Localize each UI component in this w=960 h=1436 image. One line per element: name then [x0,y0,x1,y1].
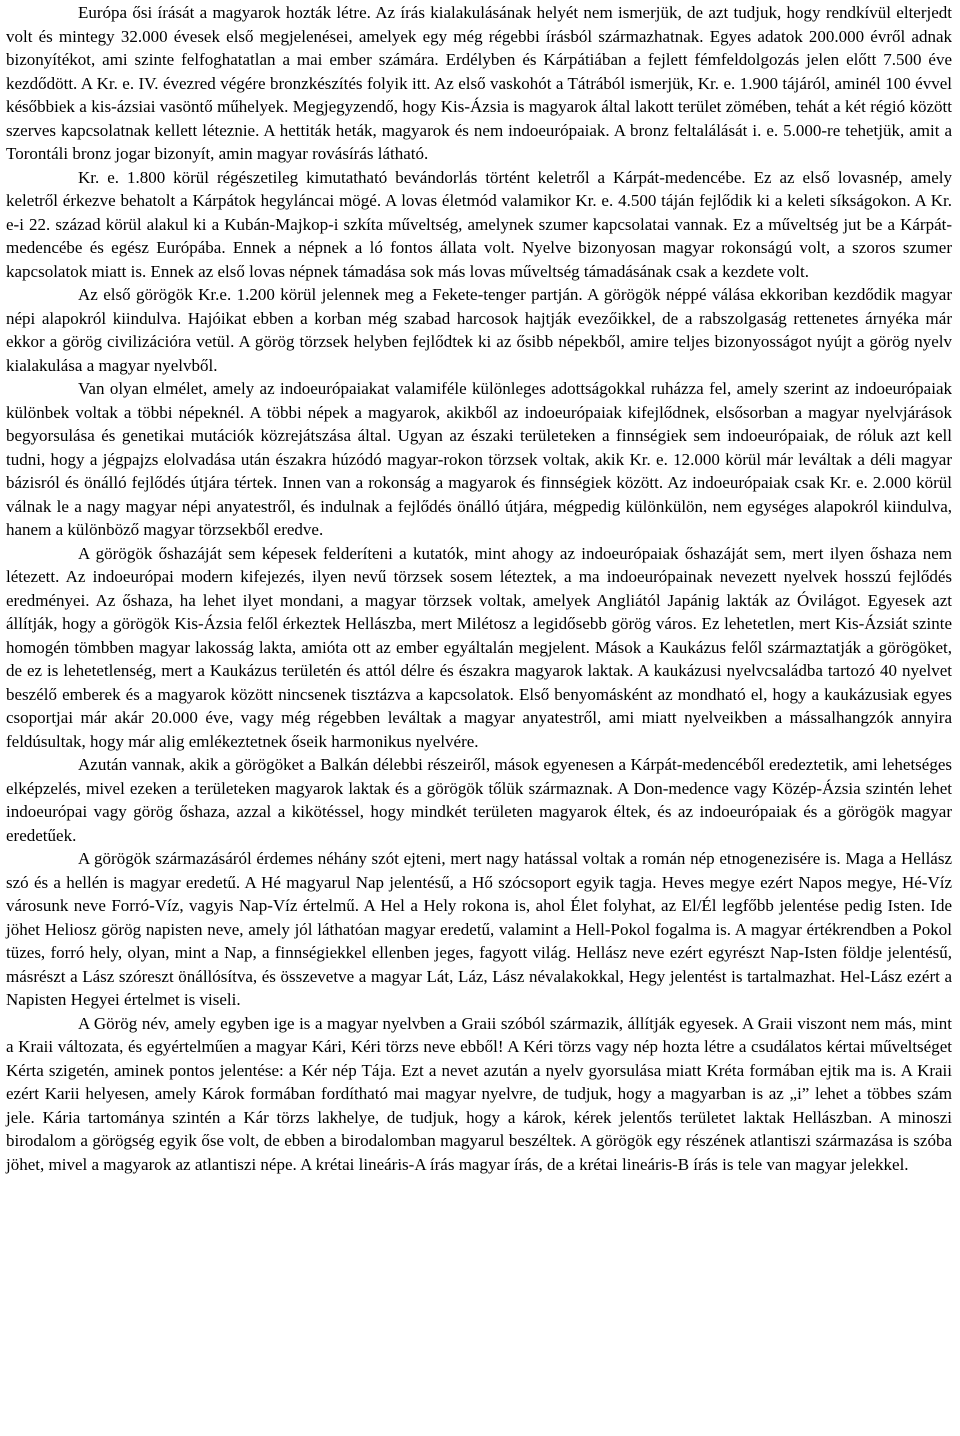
paragraph: A Görög név, amely egyben ige is a magyar nyelvben a Graii szóból származik, állítják egyesek. A Graii viszont nem más, mint a Kraii változata, és egyértelműen a magyar Kári, Kéri törzs neve ebből! A Kéri törzs vagy nép hozta létre a csudálatos kértai műveltséget Kérta szigetén, aminek pontos jelentése: a Kér nép Tája. Ezt a nevet azután a nyelv gyorsulása miatt Kréta formában ejtik ma is. A Kraii ezért Karii helyesen, amely Károk formában fordítható mai magyar nyelvre, de tudjuk, hogy a magyarban is az „i” lehet a többes szám jele. Kária tartománya szintén a Kár törzs lakhelye, de tudjuk, hogy a károk, kérek jelentős területet laktak Hellászban. A minoszi birodalom a görögség egyik őse volt, de ebben a birodalomban magyarul beszéltek. A görögök egy részének atlantiszi származása is szóba jöhet, mivel a magyarok az atlantiszi népe. A krétai lineáris-A írás magyar írás, de a krétai lineáris-B írás is tele van magyar jelekkel. [6,1013,952,1174]
paragraph: Európa ősi írását a magyarok hozták létre. Az írás kialakulásának helyét nem ismerjük, de azt tudjuk, hogy rendkívül elterjedt volt és mintegy 32.000 évesek első megjelenései, amelyek egy még régebbi írásból származhatnak. Egyes adatok 200.000 évről adnak bizonyítékot, ami szinte felfoghatatlan a mai ember számára. Erdélyben és Kárpátiában a fejlett fémfeldolgozás jelen előtt 7.500 éve kezdődött. A Kr. e. IV. évezred végére bronzkészítés folyik itt. Az első vaskohót a Tátrából ismerjük, Kr. e. 1.900 tájáról, aminél 100 évvel későbbiek a kis-ázsiai vasöntő műhelyek. Megjegyzendő, hogy Kis-Ázsia is magyarok által lakott terület zömében, tehát a két régió között szerves kapcsolatnak kellett léteznie. A hettiták heták, magyarok és nem indoeurópaiak. A bronz feltalálását i. e. 5.000-re tehetjük, amit a Torontáli bronz jogar bizonyít, amin magyar rovásírás látható. [6,3,952,163]
paragraph: Az első görögök Kr.e. 1.200 körül jelennek meg a Fekete-tenger partján. A görögök néppé válása ekkoriban kezdődik magyar népi alapokról kiindulva. Hajóikat ebben a korban még szabad harcosok hajtják evezőikkel, de a rabszolgaság rettenetes árnyéka már ekkor a görög civilizációra vetül. A görög törzsek helyben fejlődtek ki az ősibb népekből, amire teljes bizonyosságot nyújt a görög nyelv kialakulása a magyar nyelvből. [6,285,952,375]
paragraph: A görögök őshazáját sem képesek felderíteni a kutatók, mint ahogy az indoeurópaiak őshazáját sem, mert ilyen őshaza nem létezett. Az indoeurópai modern kifejezés, ilyen nevű törzsek sosem léteztek, a ma indoeurópainak nevezett nyelvek hosszú fejlődés eredményei. Az őshaza, ha lehet ilyet mondani, a magyar törzsek voltak, amelyek Angliától Japánig lakták az Óvilágot. Egyesek azt állítják, hogy a görögök Kis-Ázsia felől érkeztek Hellászba, mert Milétosz a legidősebb görög város. Ez lehetetlen, mert Kis-Ázsiát szinte homogén tömbben magyar lakosság lakta, amióta ott az ember egyáltalán megjelent. Mások a Kaukázus felől származtatják a görögöket, de ez is lehetetlenség, mert a Kaukázus területén és attól délre és északra magyarok laktak. A kaukázusi nyelvcsaládba tartozó 40 nyelvet beszélő emberek és a magyarok között nincsenek tisztázva a kapcsolatok. Első benyomásként az mondható el, hogy a kaukázusiak egyes csoportjai már akár 20.000 éve, vagy még régebben leváltak a magyar anyatestről, ami miatt nyelveikben a mássalhangzók annyira feldúsultak, hogy már alig emlékeztetnek őseik harmonikus nyelvére. [6,543,952,751]
paragraph: Kr. e. 1.800 körül régészetileg kimutatható bevándorlás történt keletről a Kárpát-medencébe. Ez az első lovasnép, amely keletről érkezve behatolt a Kárpátok hegyláncai mögé. A lovas életmód valamikor Kr. e. 4.500 táján fejlődik ki a keleti síkságokon. A Kr. e-i 22. század körül alakul ki a Kubán-Majkop-i szkíta műveltség, amelynek szumer kapcsolatai vannak. Ez a műveltség jut be a Kárpát-medencébe és egész Európába. Ennek a népnek a ló fontos állata volt. Nyelve bizonyosan magyar rokonságú volt, a szoros szumer kapcsolatok miatt is. Ennek az első lovas népnek támadása sok más lovas műveltség támadásának csak a kezdete volt. [6,167,952,281]
paragraph: Van olyan elmélet, amely az indoeurópaiakat valamiféle különleges adottságokkal ruházza fel, amely szerint az indoeurópaiak különbek voltak a többi népeknél. A többi népek a magyarok, akikből az indoeurópaiak kifejlődnek, elsősorban a magyar nyelvjárások begyorsulása és genetikai mutációk közrejátszása által. Ugyan az északi területeken a finnségiek sem indoeurópaiak, de róluk azt kell tudni, hogy a jégpajzs elolvadása után északra húzódó magyar-rokon törzsek voltak, akik Kr. e. 12.000 körül már leváltak a déli magyar bázisról és önálló fejlődés útjára tértek. Innen van a rokonság a magyarok és finnségiek között. Az indoeurópaiak csak Kr. e. 2.000 körül válnak le a nagy magyar népi anyatestről, és indulnak a fejlődés önálló útjára, mégpedig különkülön, nem egységes alapokról kiindulva, hanem a különböző magyar törzsekből eredve. [6,379,952,539]
paragraph: A görögök származásáról érdemes néhány szót ejteni, mert nagy hatással voltak a román nép etnogenezisére is. Maga a Hellász szó és a hellén is magyar eredetű. A Hé magyarul Nap jelentésű, a Hő szócsoport egyik tagja. Heves megye ezért Napos megye, Hé-Víz városunk neve Forró-Víz, vagyis Nap-Víz értelmű. A Hel a Hely rokona is, ahol Élet folyhat, az El/Él legfőbb jelentése pedig Isten. Ide jöhet Heliosz görög napisten neve, amely jól láthatóan magyar eredetű, valamint a Hell-Pokol fogalma is. A magyar értékrendben a Pokol tüzes, forró hely, olyan, mint a Nap, a finnségiekkel ellenben jeges, fagyott világ. Hellász neve ezért egyrészt Nap-Isten földje jelentésű, másrészt a Lász szóreszt önállósítva, és összevetve a magyar Lát, Láz, Lász névalakokkal, Hegy jelentést is tartalmazhat. Hel-Lász ezért a Napisten Hegyei értelmet is viseli. [6,849,952,1009]
paragraph: Azután vannak, akik a görögöket a Balkán délebbi részeiről, mások egyenesen a Kárpát-medencéből eredeztetik, ami lehetséges elképzelés, mivel ezeken a területeken magyarok laktak és a görögök tőlük származnak. A Don-medence vagy Közép-Ázsia szintén lehet indoeurópai vagy görög őshaza, azzal a kikötéssel, hogy mindkét területen magyarok éltek, és az indoeurópaiak és a görögök magyar eredetűek. [6,755,952,845]
